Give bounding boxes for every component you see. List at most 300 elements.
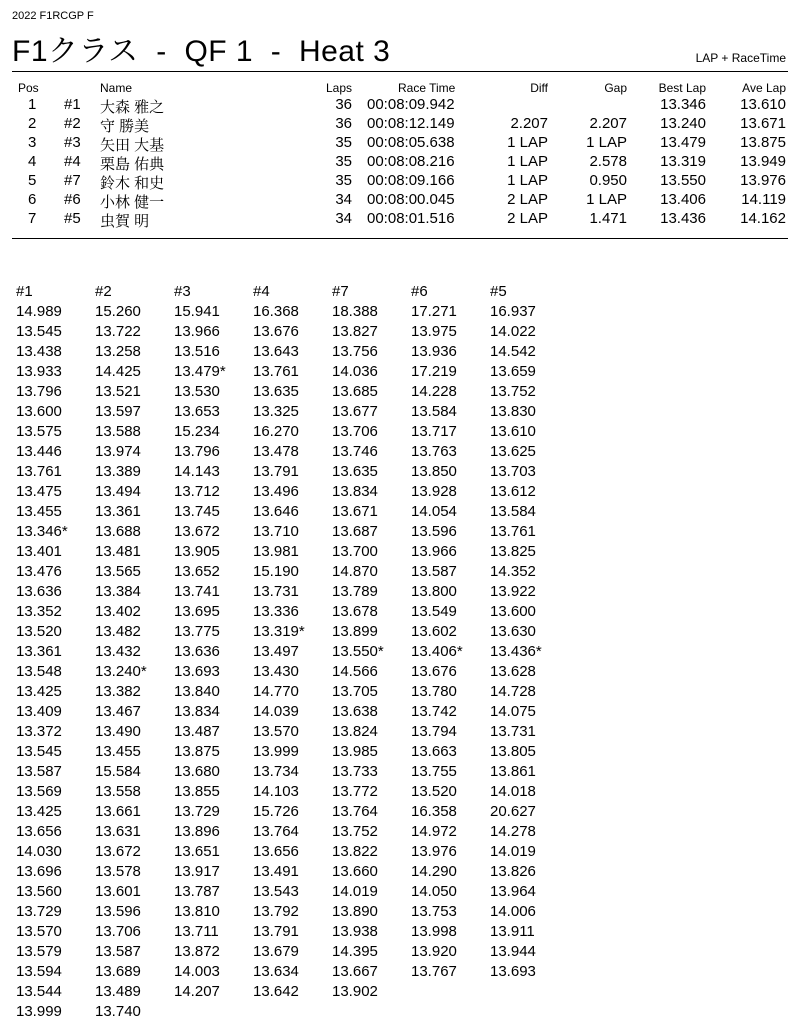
lap-time: 13.861: [490, 763, 536, 780]
lap-time: 13.964: [490, 883, 536, 900]
cell-pos: 7: [28, 210, 37, 227]
cell-laps: 35: [335, 172, 352, 189]
lap-time: 13.402: [95, 603, 141, 620]
lap-time: 16.270: [253, 423, 299, 440]
lap-time: 13.761: [16, 463, 62, 480]
lap-time: 13.800: [411, 583, 457, 600]
lap-time: 13.700: [332, 543, 378, 560]
lap-time: 16.368: [253, 303, 299, 320]
lap-time: 13.840: [174, 683, 220, 700]
lap-time: 13.336: [253, 603, 299, 620]
lap-time: 13.764: [253, 823, 299, 840]
lap-time: 13.636: [16, 583, 62, 600]
lap-time: 13.899: [332, 623, 378, 640]
lap-time: 14.989: [16, 303, 62, 320]
lap-time: 13.325: [253, 403, 299, 420]
lap-time: 13.584: [411, 403, 457, 420]
cell-driver-name: 栗島 佑典: [100, 156, 165, 173]
cell-laps: 34: [335, 191, 352, 208]
lap-time: 13.711: [174, 923, 219, 940]
lap-column: [95, 282, 173, 1022]
lap-time: 13.780: [411, 683, 457, 700]
lap-time: 13.651: [174, 843, 220, 860]
lap-time: 13.384: [95, 583, 141, 600]
cell-driver-name: 大森 雅之: [100, 99, 165, 116]
lap-time: 13.630: [490, 623, 536, 640]
lap-time: 13.826: [490, 863, 536, 880]
lap-time: 13.938: [332, 923, 378, 940]
cell-diff: 1 LAP: [507, 172, 548, 189]
lap-time: 13.635: [253, 383, 299, 400]
lap-time: 13.319*: [253, 623, 305, 640]
lap-time: 15.234: [174, 423, 220, 440]
lap-time: 13.401: [16, 543, 62, 560]
lap-time: 13.584: [490, 503, 536, 520]
lap-time: 15.726: [253, 803, 299, 820]
event-subtitle: 2022 F1RCGP F: [12, 10, 94, 22]
cell-car-number: #6: [64, 191, 81, 208]
lap-column-header: #4: [253, 283, 270, 300]
lap-time: 13.936: [411, 343, 457, 360]
lap-time: 14.143: [174, 463, 220, 480]
lap-time: 13.610: [490, 423, 536, 440]
lap-time: 14.870: [332, 563, 378, 580]
header-laps: Laps: [325, 81, 352, 95]
lap-time: 13.787: [174, 883, 220, 900]
header-ave-lap: Ave Lap: [742, 81, 786, 95]
cell-car-number: #7: [64, 172, 81, 189]
lap-time: 13.791: [253, 463, 299, 480]
lap-time: 13.659: [490, 363, 536, 380]
lap-time: 13.999: [253, 743, 299, 760]
header-race-time: Race Time: [398, 81, 456, 95]
lap-time: 13.625: [490, 443, 536, 460]
cell-best-lap: 13.240: [660, 115, 706, 132]
lap-time: 13.587: [16, 763, 62, 780]
lap-time: 13.745: [174, 503, 220, 520]
header-name: Name: [100, 81, 133, 95]
cell-gap: 0.950: [589, 172, 627, 189]
lap-time: 14.054: [411, 503, 457, 520]
lap-time: 14.006: [490, 903, 536, 920]
lap-time: 13.382: [95, 683, 141, 700]
lap-time: 13.717: [411, 423, 457, 440]
lap-time: 18.388: [332, 303, 378, 320]
header-diff: Diff: [530, 81, 548, 95]
cell-ave-lap: 13.875: [740, 134, 786, 151]
lap-time: 13.491: [253, 863, 299, 880]
lap-time: 13.578: [95, 863, 141, 880]
lap-time: 13.850: [411, 463, 457, 480]
lap-time: 13.791: [253, 923, 299, 940]
lap-time: 14.972: [411, 823, 457, 840]
lap-time: 13.905: [174, 543, 220, 560]
lap-time: 13.476: [16, 563, 62, 580]
cell-race-time: 00:08:08.216: [367, 153, 455, 170]
cell-laps: 35: [335, 134, 352, 151]
cell-ave-lap: 13.671: [740, 115, 786, 132]
lap-time: 13.796: [16, 383, 62, 400]
lap-column-header: #5: [490, 283, 507, 300]
cell-car-number: #5: [64, 210, 81, 227]
lap-time: 13.521: [95, 383, 141, 400]
lap-column: [174, 282, 252, 1002]
lap-time: 13.361: [16, 643, 62, 660]
lap-time: 13.810: [174, 903, 220, 920]
lap-time: 13.425: [16, 803, 62, 820]
lap-time: 14.290: [411, 863, 457, 880]
lap-time: 13.638: [332, 703, 378, 720]
lap-column-header: #3: [174, 283, 191, 300]
cell-best-lap: 13.346: [660, 96, 706, 113]
lap-time: 13.436*: [490, 643, 542, 660]
lap-time: 15.260: [95, 303, 141, 320]
lap-time: 13.693: [174, 663, 220, 680]
cell-best-lap: 13.319: [660, 153, 706, 170]
lap-column-header: #7: [332, 283, 349, 300]
lap-time: 13.706: [95, 923, 141, 940]
lap-time: 13.565: [95, 563, 141, 580]
lap-time: 13.722: [95, 323, 141, 340]
lap-time: 13.689: [95, 963, 141, 980]
lap-time: 13.985: [332, 743, 378, 760]
lap-time: 13.676: [411, 663, 457, 680]
lap-time: 13.834: [332, 483, 378, 500]
cell-gap: 2.207: [589, 115, 627, 132]
lap-time: 13.742: [411, 703, 457, 720]
lap-time: 13.558: [95, 783, 141, 800]
lap-column-header: #2: [95, 283, 112, 300]
lap-time: 15.941: [174, 303, 220, 320]
cell-driver-name: 虫賀 明: [100, 213, 150, 230]
lap-time: 14.395: [332, 943, 378, 960]
lap-time: 13.752: [332, 823, 378, 840]
lap-time: 13.438: [16, 343, 62, 360]
cell-race-time: 00:08:00.045: [367, 191, 455, 208]
results-top-divider: [12, 71, 788, 72]
lap-time: 13.705: [332, 683, 378, 700]
lap-time: 13.830: [490, 403, 536, 420]
lap-column: [16, 282, 94, 1022]
lap-time: 13.827: [332, 323, 378, 340]
lap-time: 13.933: [16, 363, 62, 380]
lap-time: 13.545: [16, 743, 62, 760]
cell-laps: 34: [335, 210, 352, 227]
lap-column: [411, 282, 489, 982]
lap-time: 14.050: [411, 883, 457, 900]
lap-time: 13.922: [490, 583, 536, 600]
lap-time: 13.822: [332, 843, 378, 860]
lap-time: 13.425: [16, 683, 62, 700]
header-best-lap: Best Lap: [658, 81, 706, 95]
lap-time: 13.688: [95, 523, 141, 540]
result-row: [12, 172, 788, 191]
lap-time: 13.753: [411, 903, 457, 920]
lap-time: 13.549: [411, 603, 457, 620]
cell-pos: 4: [28, 153, 37, 170]
lap-time: 13.643: [253, 343, 299, 360]
lap-time: 13.587: [95, 943, 141, 960]
lap-time: 13.628: [490, 663, 536, 680]
lap-time: 14.075: [490, 703, 536, 720]
lap-time: 13.587: [411, 563, 457, 580]
lap-time: 13.432: [95, 643, 141, 660]
cell-pos: 1: [28, 96, 37, 113]
lap-time: 13.496: [253, 483, 299, 500]
lap-time: 13.594: [16, 963, 62, 980]
lap-time: 13.944: [490, 943, 536, 960]
lap-time: 13.712: [174, 483, 220, 500]
cell-race-time: 00:08:09.942: [367, 96, 455, 113]
lap-time: 13.974: [95, 443, 141, 460]
lap-time: 14.019: [490, 843, 536, 860]
lap-time: 13.596: [411, 523, 457, 540]
results-table: [12, 81, 788, 229]
lap-time: 13.767: [411, 963, 457, 980]
lap-time: 13.741: [174, 583, 220, 600]
cell-diff: 2.207: [510, 115, 548, 132]
cell-best-lap: 13.479: [660, 134, 706, 151]
lap-time: 13.789: [332, 583, 378, 600]
lap-time: 13.680: [174, 763, 220, 780]
lap-time: 13.999: [16, 1003, 62, 1020]
report-type-note: LAP + RaceTime: [695, 51, 786, 65]
lap-time: 13.487: [174, 723, 220, 740]
lap-column: [490, 282, 568, 982]
lap-time: 13.361: [95, 503, 141, 520]
lap-time: 14.228: [411, 383, 457, 400]
lap-time: 14.542: [490, 343, 536, 360]
lap-time: 13.755: [411, 763, 457, 780]
lap-time: 13.258: [95, 343, 141, 360]
lap-time: 13.446: [16, 443, 62, 460]
lap-time: 13.902: [332, 983, 378, 1000]
lap-time: 14.207: [174, 983, 220, 1000]
lap-time: 13.455: [95, 743, 141, 760]
cell-pos: 3: [28, 134, 37, 151]
lap-time: 13.676: [253, 323, 299, 340]
lap-time: 13.430: [253, 663, 299, 680]
cell-laps: 36: [335, 115, 352, 132]
lap-time: 13.855: [174, 783, 220, 800]
lap-time: 15.584: [95, 763, 141, 780]
lap-time: 13.653: [174, 403, 220, 420]
lap-time: 13.746: [332, 443, 378, 460]
lap-time: 14.018: [490, 783, 536, 800]
result-row: [12, 153, 788, 172]
lap-time: 13.570: [16, 923, 62, 940]
lap-time: 13.672: [95, 843, 141, 860]
lap-time: 13.642: [253, 983, 299, 1000]
cell-driver-name: 矢田 大基: [100, 137, 165, 154]
lap-time: 13.825: [490, 543, 536, 560]
lap-time: 13.530: [174, 383, 220, 400]
lap-time: 13.660: [332, 863, 378, 880]
lap-time: 13.687: [332, 523, 378, 540]
lap-time: 13.794: [411, 723, 457, 740]
lap-time: 13.917: [174, 863, 220, 880]
page-title: F1クラス - QF 1 - Heat 3: [12, 35, 391, 68]
lap-time: 13.775: [174, 623, 220, 640]
lap-time: 13.740: [95, 1003, 141, 1020]
lap-time: 13.455: [16, 503, 62, 520]
lap-time: 16.937: [490, 303, 536, 320]
lap-time: 17.219: [411, 363, 457, 380]
lap-time: 13.372: [16, 723, 62, 740]
lap-time: 13.975: [411, 323, 457, 340]
lap-time: 13.981: [253, 543, 299, 560]
lap-time: 13.481: [95, 543, 141, 560]
lap-time: 13.346*: [16, 523, 68, 540]
lap-time: 13.545: [16, 323, 62, 340]
cell-ave-lap: 14.162: [740, 210, 786, 227]
lap-time: 13.761: [490, 523, 536, 540]
lap-time: 13.911: [490, 923, 535, 940]
cell-race-time: 00:08:05.638: [367, 134, 455, 151]
lap-column-header: #1: [16, 283, 33, 300]
results-header-row: [12, 81, 788, 96]
lap-time: 13.550*: [332, 643, 384, 660]
lap-column: [332, 282, 410, 1002]
cell-driver-name: 小林 健一: [100, 194, 165, 211]
lap-time: 13.920: [411, 943, 457, 960]
lap-time: 13.490: [95, 723, 141, 740]
lap-time: 13.677: [332, 403, 378, 420]
result-row: [12, 191, 788, 210]
lap-time: 14.039: [253, 703, 299, 720]
lap-time: 15.190: [253, 563, 299, 580]
lap-time: 13.685: [332, 383, 378, 400]
lap-time: 13.597: [95, 403, 141, 420]
lap-time: 13.544: [16, 983, 62, 1000]
lap-time: 13.575: [16, 423, 62, 440]
lap-time: 13.467: [95, 703, 141, 720]
cell-pos: 6: [28, 191, 37, 208]
lap-time: 13.389: [95, 463, 141, 480]
lap-time: 13.693: [490, 963, 536, 980]
lap-time: 13.634: [253, 963, 299, 980]
header-pos: Pos: [18, 81, 39, 95]
lap-time: 14.036: [332, 363, 378, 380]
lap-time: 13.482: [95, 623, 141, 640]
result-row: [12, 115, 788, 134]
lap-time: 14.770: [253, 683, 299, 700]
result-row: [12, 134, 788, 153]
cell-race-time: 00:08:12.149: [367, 115, 455, 132]
lap-time: 13.731: [490, 723, 536, 740]
lap-time: 13.805: [490, 743, 536, 760]
lap-time: 13.543: [253, 883, 299, 900]
lap-time: 13.731: [253, 583, 299, 600]
cell-ave-lap: 14.119: [741, 191, 786, 208]
lap-time: 13.696: [16, 863, 62, 880]
lap-time: 13.240*: [95, 663, 147, 680]
lap-time: 13.734: [253, 763, 299, 780]
cell-gap: 2.578: [589, 153, 627, 170]
lap-time: 13.792: [253, 903, 299, 920]
lap-time: 13.729: [174, 803, 220, 820]
cell-car-number: #1: [64, 96, 81, 113]
results-bottom-divider: [12, 238, 788, 239]
lap-time: 13.679: [253, 943, 299, 960]
lap-time: 14.022: [490, 323, 536, 340]
lap-time: 13.678: [332, 603, 378, 620]
lap-time: 13.729: [16, 903, 62, 920]
cell-best-lap: 13.436: [660, 210, 706, 227]
lap-time: 13.602: [411, 623, 457, 640]
lap-time: 13.663: [411, 743, 457, 760]
lap-time: 13.631: [95, 823, 141, 840]
lap-column: [253, 282, 331, 1002]
lap-time: 13.479*: [174, 363, 226, 380]
lap-time: 13.656: [253, 843, 299, 860]
lap-time: 14.278: [490, 823, 536, 840]
lap-time: 13.752: [490, 383, 536, 400]
lap-time: 14.352: [490, 563, 536, 580]
lap-time: 13.824: [332, 723, 378, 740]
cell-gap: 1 LAP: [586, 191, 627, 208]
lap-time: 13.928: [411, 483, 457, 500]
lap-time: 13.667: [332, 963, 378, 980]
cell-car-number: #4: [64, 153, 81, 170]
lap-time: 13.976: [411, 843, 457, 860]
cell-ave-lap: 13.949: [740, 153, 786, 170]
results-body: [12, 96, 788, 229]
lap-time: 13.834: [174, 703, 220, 720]
lap-time: 13.652: [174, 563, 220, 580]
cell-diff: 1 LAP: [507, 153, 548, 170]
lap-time: 13.890: [332, 903, 378, 920]
lap-time: 14.019: [332, 883, 378, 900]
cell-race-time: 00:08:01.516: [367, 210, 455, 227]
lap-time: 13.636: [174, 643, 220, 660]
lap-time: 13.352: [16, 603, 62, 620]
lap-time: 14.003: [174, 963, 220, 980]
lap-time: 17.271: [411, 303, 457, 320]
lap-time: 13.489: [95, 983, 141, 1000]
lap-column-header: #6: [411, 283, 428, 300]
lap-time: 13.560: [16, 883, 62, 900]
cell-pos: 5: [28, 172, 37, 189]
lap-time: 13.520: [16, 623, 62, 640]
lap-time: 14.103: [253, 783, 299, 800]
header-gap: Gap: [604, 81, 627, 95]
lap-time: 13.896: [174, 823, 220, 840]
cell-pos: 2: [28, 115, 37, 132]
lap-time: 13.588: [95, 423, 141, 440]
lap-time: 13.475: [16, 483, 62, 500]
lap-time: 13.579: [16, 943, 62, 960]
lap-time: 16.358: [411, 803, 457, 820]
lap-time: 13.872: [174, 943, 220, 960]
lap-time: 13.520: [411, 783, 457, 800]
lap-time: 13.998: [411, 923, 457, 940]
lap-time: 13.656: [16, 823, 62, 840]
cell-best-lap: 13.406: [660, 191, 706, 208]
lap-time: 13.703: [490, 463, 536, 480]
lap-time: 14.566: [332, 663, 378, 680]
lap-time: 13.756: [332, 343, 378, 360]
lap-time: 13.764: [332, 803, 378, 820]
lap-time: 13.875: [174, 743, 220, 760]
cell-gap: 1.471: [589, 210, 627, 227]
lap-time: 13.406*: [411, 643, 463, 660]
lap-time: 13.796: [174, 443, 220, 460]
cell-ave-lap: 13.976: [740, 172, 786, 189]
cell-driver-name: 守 勝美: [100, 118, 150, 135]
lap-time: 13.672: [174, 523, 220, 540]
lap-time: 13.600: [16, 403, 62, 420]
